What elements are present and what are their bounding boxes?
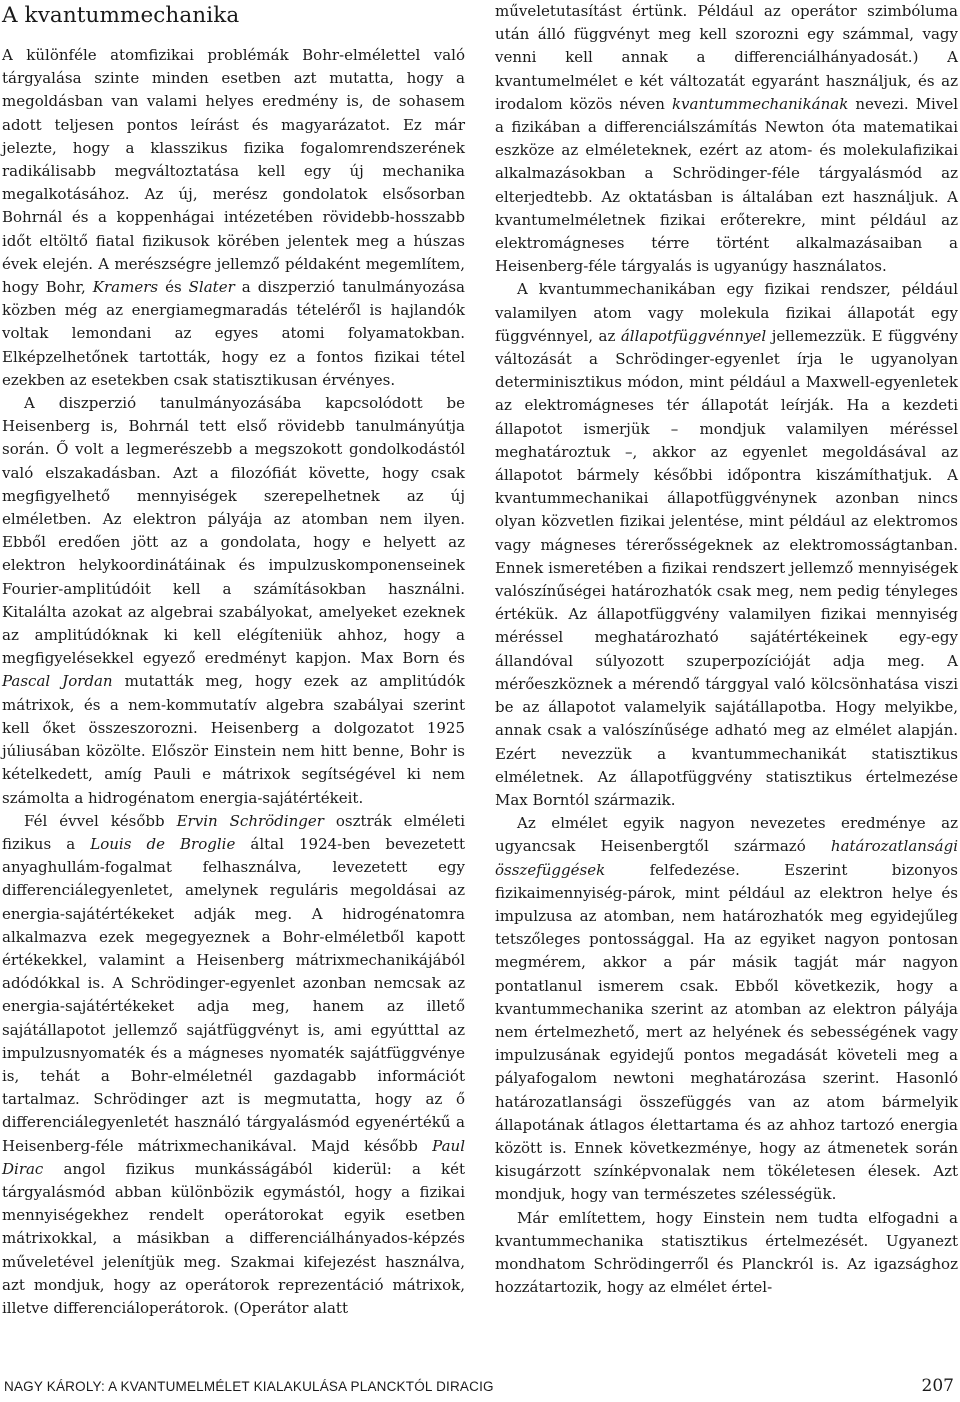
text-run: felfedezése. Eszerint bizonyos fizikaimennyiség-párok, mint például az elektron helye és impulzusa az atomban, nem határozhatók meg egyidejűleg tetszőleges pontossággal. Ha az egyiket nagyon pontosan megmérem, akkor a pár másik tagját már nagyon pontatlanul ismerem csak. Ebből következik, hogy a kvantummechanika szerint az atomban az elektron pályája nem értelmezhető, mert az helyének és sebességének vagy impulzusának egyidejű pontos megadását követeli meg a pályafogalom newtoni meghatározása szerint. Hasonló határozatlansági összefüggés van az atom bármelyik állapotának átlagos élettartama és az ahhoz tartozó energia között is. Ennek következménye, hogy az átmenetek során kisugárzott színképvonalak nem tökéletesen élesek. Azt mondjuk, hogy van természetes szélességük. — [495, 860, 958, 1204]
emphasized-text: Louis de Broglie — [90, 834, 236, 853]
emphasized-text: Kramers — [92, 278, 159, 297]
page-number: 207 — [921, 1376, 954, 1396]
emphasized-text: Paul Dirac — [2, 1136, 465, 1178]
paragraph — [2, 44, 465, 392]
paragraph — [2, 392, 465, 810]
text-run: Már említettem, hogy Einstein nem tudta elfogadni a kvantummechanika statisztikus értelmezését. Ugyanezt mondhatom Schrödingerről és Planckról is. Az igazsághoz hozzátartozik, hogy az elmélet értel- — [495, 1208, 958, 1297]
emphasized-text: Ervin Schrödinger — [176, 811, 324, 830]
page-footer — [4, 1376, 954, 1398]
emphasized-text: állapotfüggvénnyel — [620, 326, 767, 345]
left-column-body — [2, 44, 465, 1320]
paragraph — [495, 0, 958, 278]
paragraph — [495, 278, 958, 812]
emphasized-text: Slater — [188, 278, 235, 297]
emphasized-text: Pascal Jordan — [2, 672, 113, 691]
emphasized-text: kvantummechanikának — [671, 94, 849, 113]
text-run: nevezi. Mivel a fizikában a differenciálszámítás Newton óta matematikai eszköze az elméleteknek, ezért az atom- és molekulafizikai alkalmazásokban a Schrödinger-féle tárgyalásmód az elterjedtebb. Az oktatásban is általában ezt használjuk. A kvantumelméletnek fizikai erőterekre, mint például az elektromágneses térre történt alkalmazásaiban a Heisenberg-féle tárgyalás is ugyanúgy használatos. — [495, 94, 958, 276]
text-run: A különféle atomfizikai problémák Bohr-elmélettel való tárgyalása szinte minden esetben azt mutatta, hogy a megoldásban van valami helyes eredmény is, de sohasem adott teljesen pontos leírást és magyarázatot. Ez már jelezte, hogy a klasszikus fizika fogalomrendszerének radikálisabb megváltoztatása kell egy új mechanika megalkotásához. Az új, merész gondolatok elsősorban Bohrnál és a koppenhágai intézetében rövidebb-hosszabb időt eltöltő fiatal fizikusok körében jelentek meg a húszas évek elején. A merészségre jellemző példaként megemlítem, hogy Bohr, — [2, 46, 465, 297]
text-run: és — [158, 278, 189, 297]
text-run: műveletutasítást értünk. Például az operátor szimbóluma után álló függvényt meg kell szorozni egy számmal, vagy venni kell annak a differenciálhányadosát.) A kvantumelmélet e két változatát egyaránt használjuk, és az irodalom közös néven — [495, 2, 958, 113]
text-run: mutatták meg, hogy ezek az amplitúdók mátrixok, és a nem-kommutatív algebra szabályai szerint kell őket összeszorozni. Heisenberg a dolgozatot 1925 júliusában közölte. Először Einstein nem hitt benne, Bohr is kételkedett, amíg Pauli e mátrixok segítségével ki nem számolta a hidrogénatom energia-sajátértékeit. — [2, 672, 466, 807]
right-column-body — [495, 0, 958, 1299]
emphasized-text: határozatlansági összefüggések — [495, 837, 958, 879]
article-title: A kvantummechanika — [2, 3, 240, 28]
paragraph — [495, 1207, 958, 1300]
text-run: angol fizikus munkásságából kiderül: a két tárgyalásmód abban különbözik egymástól, hogy a fizikai mennyiségekhez rendelt operátorokat egyik esetben mátrixokkal, a másikban a differenciálhányados-képzés műveletével jelenítjük meg. Szakmai kifejezést használva, azt mondjuk, hogy az operátorok reprezentáció mátrixok, illetve differenciáloperátorok. (Operátor alatt — [2, 1159, 465, 1317]
text-run: Fél évvel később — [24, 811, 177, 830]
text-run: A diszperzió tanulmányozásába kapcsolódott be Heisenberg is, Bohrnál tett első rövidebb tanulmányútja során. Ő volt a legmerészebb a megszokott gondolkodástól való elszakadásban. Azt a filozófiát követte, hogy csak megfigyelhető mennyiségek szerepelhetnek az új elméletben. Az elektron pályája az atomban nem ilyen. Ebből eredően jött az a gondolata, hogy e helyett az elektron helykoordinátáinak és impulzuskomponenseinek Fourier-amplitúdóit kell a számításokban használni. Kitalálta azokat az algebrai szabályokat, amelyeket ezeknek az amplitúdóknak ki kell elégíteniük ahhoz, hogy a megfigyelésekkel egyező eredményt kapjon. Max Born és — [2, 394, 465, 668]
running-title: NAGY KÁROLY: A KVANTUMELMÉLET KIALAKULÁSA PLANCKTÓL DIRACIG — [4, 1379, 494, 1394]
text-run: a diszperzió tanulmányozása közben még az energiamegmaradás tételéről is hajlandók voltak lemondani az egyes atomi folyamatokban. Elképzelhetőnek tartották, hogy ez a fontos fizikai tétel ezekben az esetekben csak statisztikusan érvényes. — [2, 278, 465, 389]
left-column — [2, 0, 465, 1320]
paragraph — [2, 810, 465, 1320]
text-run: A kvantummechanikában egy fizikai rendszer, például valamilyen atom vagy molekula fizikai állapotát egy függvénnyel, az — [495, 280, 958, 345]
text-run: által 1924-ben bevezetett anyaghullám-fogalmat felhasználva, levezetett egy differenciálegyenletet, amelynek reguláris megoldásai az energia-sajátértékeket adják meg. A hidrogénatomra alkalmazva ezek megegyeznek a Bohr-elméletből kapott értékekkel, valamint a Heisenberg mátrixmechanikájából adódókkal is. A Schrödinger-egyenlet azonban nemcsak az energia-sajátértékeket adja meg, hanem az illető sajátállapotot jellemző sajátfüggvényt is, ami egyútttal az impulzusnyomaték és a mágneses nyomaték sajátfüggvénye is, tehát a Bohr-elméletnél gazdagabb információt tartalmaz. Schrödinger azt is megmutatta, hogy az ő differenciálegyenletét használó tárgyalásmód egyenértékű a Heisenberg-féle mátrixmechanikával. Majd később — [2, 834, 466, 1155]
text-run: osztrák elméleti fizikus a — [2, 811, 465, 853]
paragraph — [495, 812, 958, 1206]
text-run: jellemezzük. E függvény változását a Schrödinger-egyenlet írja le ugyanolyan determinisztikus módon, mint például a Maxwell-egyenletek az elektromágneses tér állapotát leírják. Ha a kezdeti állapotot ismerjük – mondjuk valamilyen méréssel meghatároztuk –, akkor az egyenlet megoldásával az állapotot bármely későbbi időpontra kiszámíthatjuk. A kvantummechanikai állapotfüggvénynek azonban nincs olyan közvetlen fizikai jelentése, mint például az elektromos vagy mágneses térerősségeknek az elektromosságtanban. Ennek ismeretében a fizikai rendszert jellemző mennyiségek valószínűségei határozhatók csak meg, nem pedig tényleges értékük. Az állapotfüggvény valamilyen fizikai mennyiség méréssel meghatározható sajátértékeinek egy-egy állandóval súlyozott szuperpozícióját adja meg. A mérőeszköznek a mérendő tárggyal való kölcsönhatása viszi be az állapotot valamelyik sajátállapotba. Hogy melyikbe, annak csak a valószínűsége adható meg az elmélet alapján. Ezért nevezzük a kvantummechanikát statisztikus elméletnek. Az állapotfüggvény statisztikus értelmezése Max Borntól származik. — [495, 326, 958, 809]
text-run: Az elmélet egyik nagyon nevezetes eredménye az ugyancsak Heisenbergtől származó — [495, 814, 958, 856]
right-column — [495, 0, 958, 1299]
